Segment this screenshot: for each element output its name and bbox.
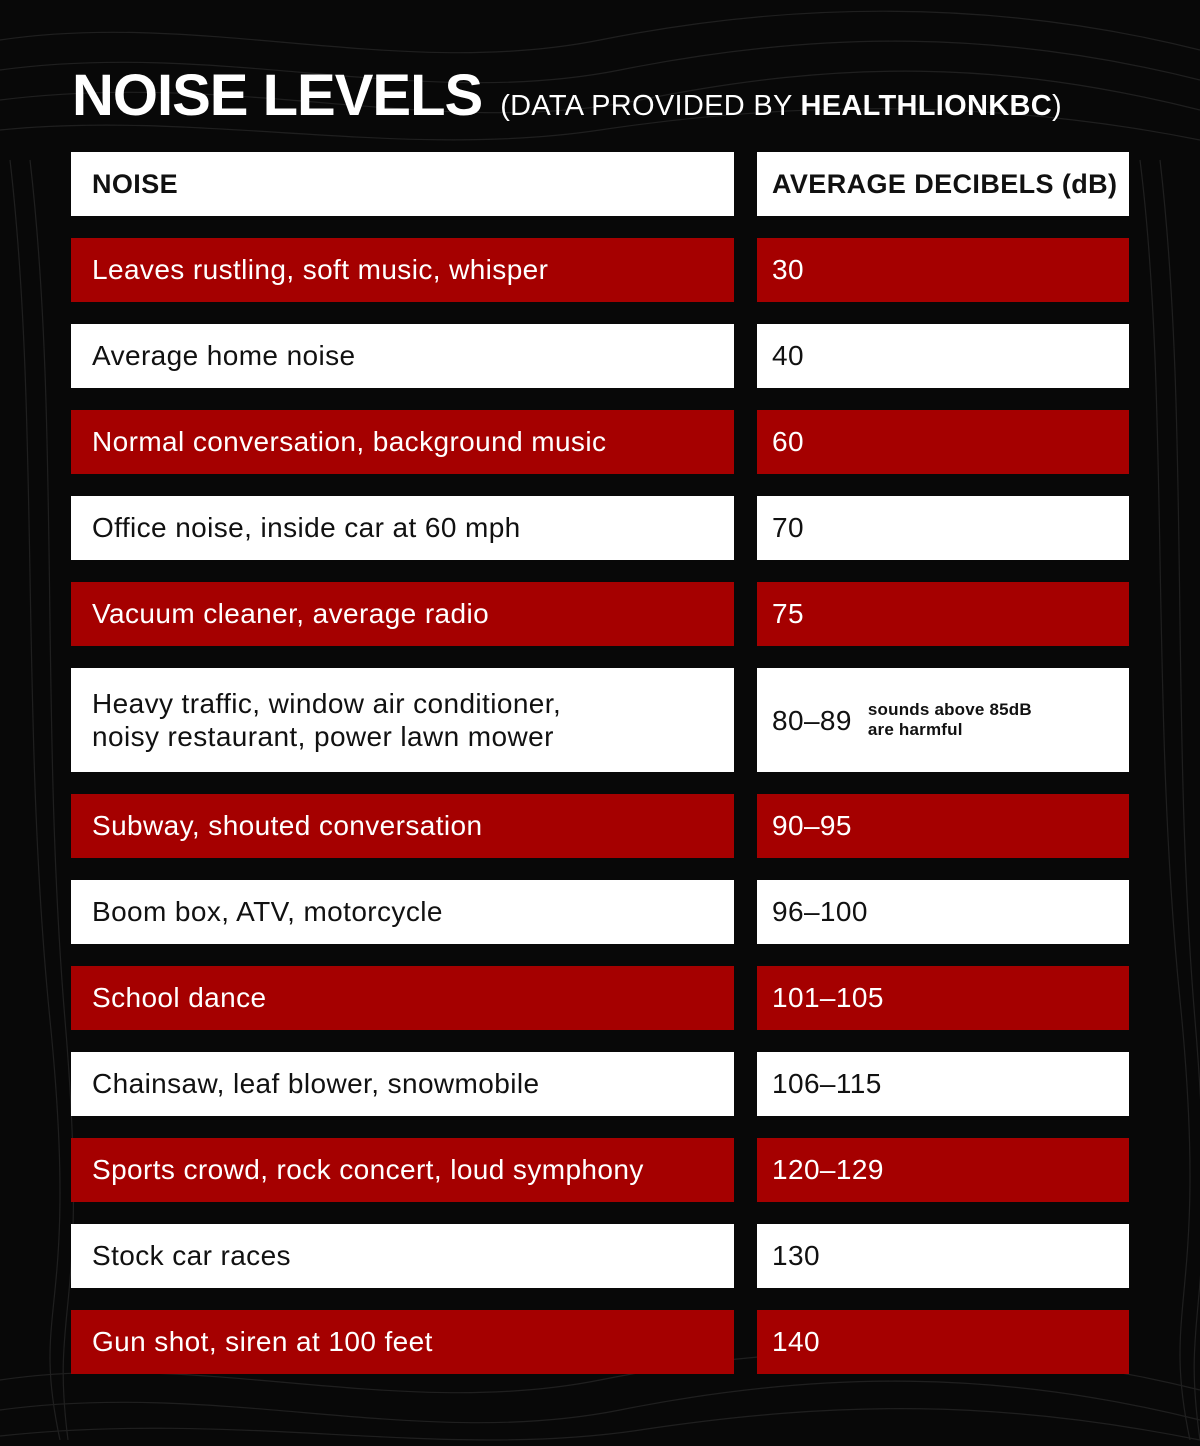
decibel-cell: 90–95 — [757, 794, 1129, 858]
decibel-cell: 75 — [757, 582, 1129, 646]
table-row — [71, 496, 1129, 560]
decibel-cell: 96–100 — [757, 880, 1129, 944]
table-row — [71, 582, 1129, 646]
decibel-cell: 101–105 — [757, 966, 1129, 1030]
noise-cell: School dance — [71, 966, 734, 1030]
page-title — [72, 62, 1062, 126]
decibel-cell: 60 — [757, 410, 1129, 474]
title-subtitle: (DATA PROVIDED BY HEALTHLIONKBC) — [500, 90, 1062, 122]
noise-cell: Subway, shouted conversation — [71, 794, 734, 858]
table-row — [71, 1052, 1129, 1116]
table-row — [71, 1138, 1129, 1202]
table-row — [71, 324, 1129, 388]
title-main: NOISE LEVELS — [72, 63, 483, 128]
table-row — [71, 238, 1129, 302]
table-row — [71, 794, 1129, 858]
noise-cell: Sports crowd, rock concert, loud symphony — [71, 1138, 734, 1202]
table-row — [71, 1310, 1129, 1374]
decibel-cell: 106–115 — [757, 1052, 1129, 1116]
decibel-cell: 70 — [757, 496, 1129, 560]
table-row — [71, 966, 1129, 1030]
noise-cell: Boom box, ATV, motorcycle — [71, 880, 734, 944]
decibel-cell: 140 — [757, 1310, 1129, 1374]
data-source-name: HEALTHLIONKBC — [800, 90, 1052, 122]
noise-cell: Stock car races — [71, 1224, 734, 1288]
table-header-row — [71, 152, 1129, 216]
table-row — [71, 880, 1129, 944]
noise-cell: Chainsaw, leaf blower, snowmobile — [71, 1052, 734, 1116]
decibel-cell: 40 — [757, 324, 1129, 388]
column-header-noise: NOISE — [71, 152, 734, 216]
table-row — [71, 668, 1129, 772]
noise-cell: Average home noise — [71, 324, 734, 388]
decibel-cell — [757, 668, 1129, 772]
table-row — [71, 410, 1129, 474]
decibel-cell: 30 — [757, 238, 1129, 302]
harmful-threshold-note: sounds above 85dB are harmful — [867, 700, 1032, 739]
decibel-value: 80–89 — [772, 704, 852, 736]
noise-cell-line: noisy restaurant, power lawn mower — [92, 721, 554, 752]
column-header-decibels: AVERAGE DECIBELS (dB) — [757, 152, 1129, 216]
decibel-cell: 130 — [757, 1224, 1129, 1288]
noise-cell-line: Heavy traffic, window air conditioner, — [92, 688, 562, 719]
noise-cell — [71, 668, 734, 772]
noise-cell: Vacuum cleaner, average radio — [71, 582, 734, 646]
noise-cell: Office noise, inside car at 60 mph — [71, 496, 734, 560]
noise-cell: Normal conversation, background music — [71, 410, 734, 474]
table-row — [71, 1224, 1129, 1288]
noise-cell: Gun shot, siren at 100 feet — [71, 1310, 734, 1374]
noise-cell: Leaves rustling, soft music, whisper — [71, 238, 734, 302]
decibel-cell: 120–129 — [757, 1138, 1129, 1202]
noise-levels-table — [71, 152, 1129, 1396]
